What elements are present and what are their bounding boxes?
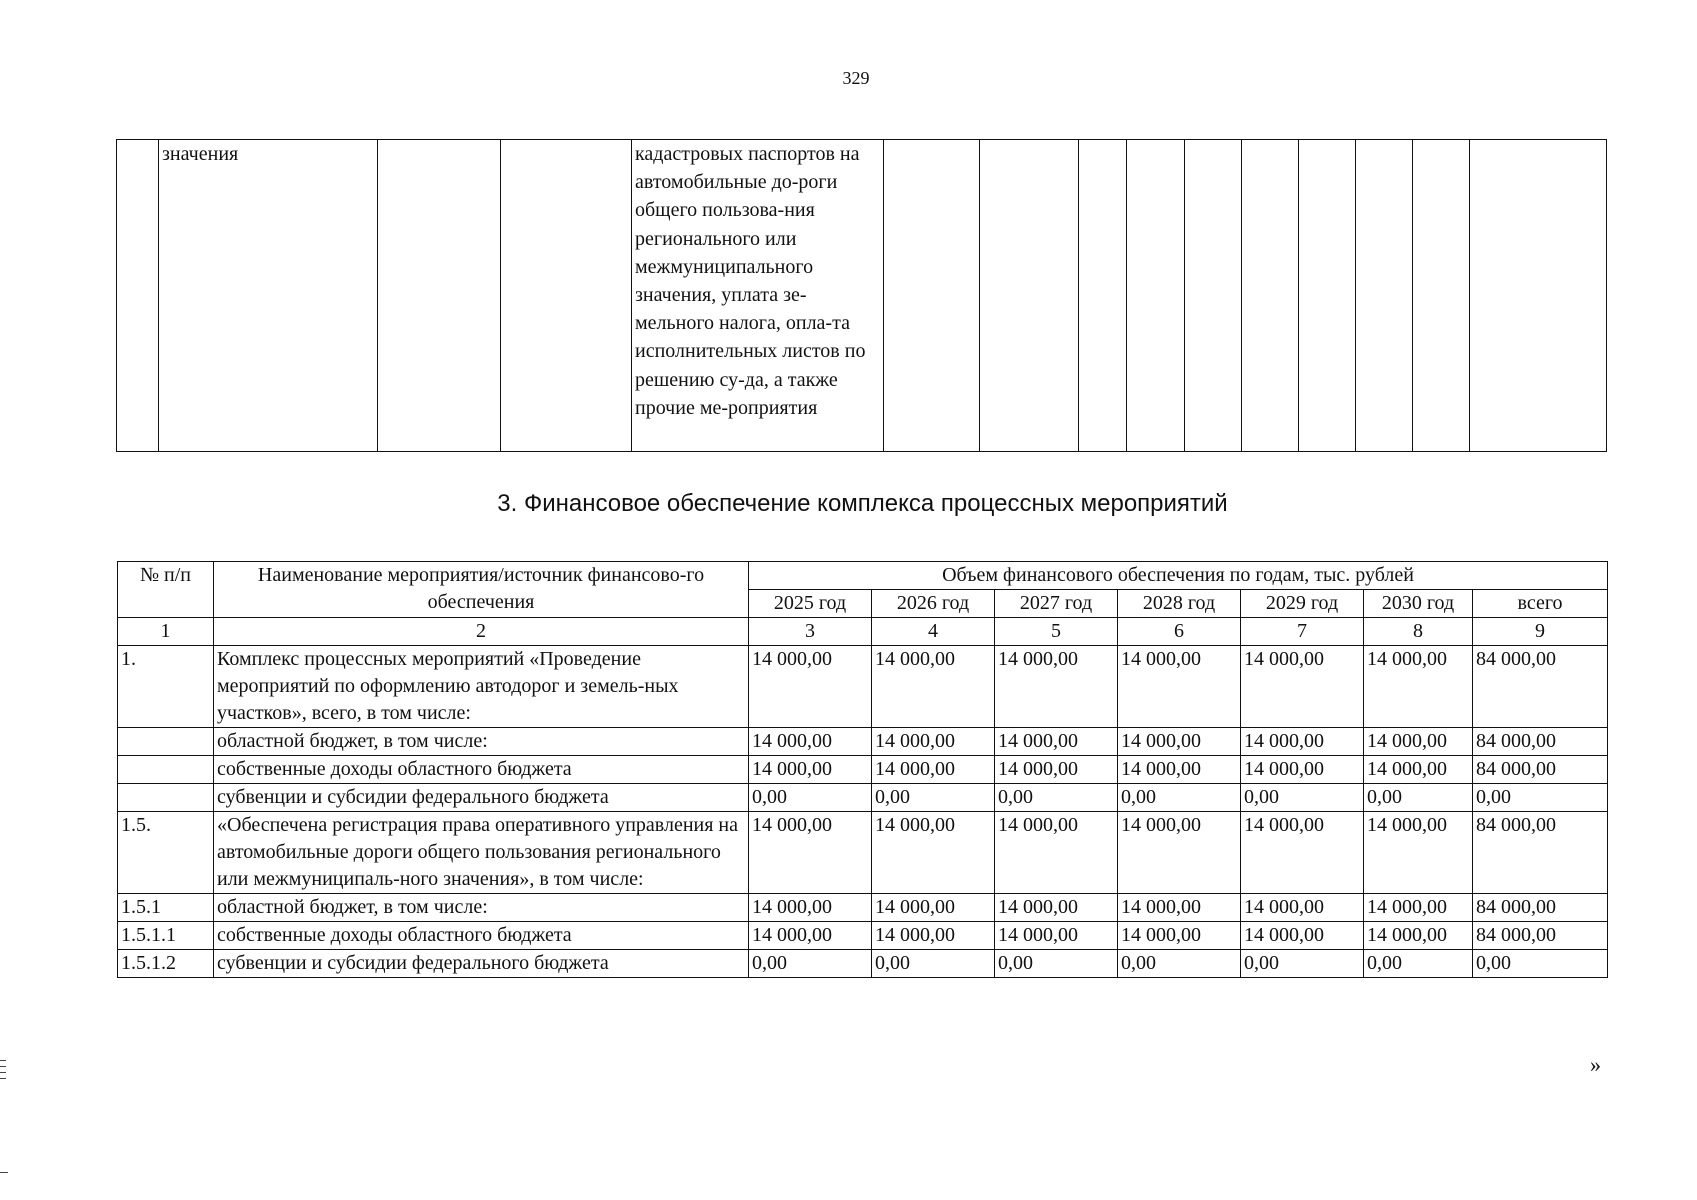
row-name: собственные доходы областного бюджета (214, 922, 749, 950)
row-year-value: 14 000,00 (995, 812, 1118, 894)
column-number: 4 (872, 618, 995, 646)
row-year-value: 14 000,00 (1118, 812, 1241, 894)
cell (884, 140, 980, 452)
row-year-value: 14 000,00 (1241, 922, 1364, 950)
row-year-value: 14 000,00 (995, 922, 1118, 950)
row-total: 0,00 (1473, 784, 1608, 812)
row-number: 1.5. (118, 812, 214, 894)
row-number: 1. (118, 646, 214, 728)
table-row (118, 784, 1608, 812)
row-year-value: 14 000,00 (995, 756, 1118, 784)
row-year-value: 14 000,00 (1241, 646, 1364, 728)
row-year-value: 14 000,00 (1241, 812, 1364, 894)
row-year-value: 14 000,00 (749, 894, 872, 922)
row-total: 84 000,00 (1473, 646, 1608, 728)
row-year-value: 14 000,00 (1364, 756, 1473, 784)
row-year-value: 14 000,00 (1364, 728, 1473, 756)
cell (117, 140, 159, 452)
margin-marks (0, 1060, 6, 1084)
column-number: 8 (1364, 618, 1473, 646)
row-year-value: 14 000,00 (995, 646, 1118, 728)
cell-value-text: значения (159, 140, 378, 452)
row-name: субвенции и субсидии федерального бюджета (214, 784, 749, 812)
table-row (118, 894, 1608, 922)
row-total: 84 000,00 (1473, 812, 1608, 894)
row-year-value: 14 000,00 (872, 646, 995, 728)
cell (1299, 140, 1356, 452)
row-year-value: 0,00 (872, 784, 995, 812)
row-year-value: 0,00 (872, 950, 995, 978)
header-name: Наименование мероприятия/источник финансово-го обеспечения (214, 562, 749, 618)
row-year-value: 14 000,00 (1364, 646, 1473, 728)
column-number: 9 (1473, 618, 1608, 646)
row-year-value: 14 000,00 (749, 756, 872, 784)
page-number: 329 (842, 68, 870, 88)
row-total: 84 000,00 (1473, 922, 1608, 950)
financing-table-body (118, 646, 1608, 978)
row-year-value: 0,00 (1364, 950, 1473, 978)
financing-table (117, 561, 1608, 978)
row-year-value: 0,00 (1364, 784, 1473, 812)
table-row (118, 756, 1608, 784)
row-year-value: 0,00 (1241, 784, 1364, 812)
cell (1185, 140, 1242, 452)
header-year: 2030 год (1364, 590, 1473, 618)
column-number: 2 (214, 618, 749, 646)
header-volume: Объем финансового обеспечения по годам, тыс. рублей (749, 562, 1608, 590)
column-number: 6 (1118, 618, 1241, 646)
row-year-value: 14 000,00 (749, 728, 872, 756)
header-year: 2025 год (749, 590, 872, 618)
cell (1470, 140, 1607, 452)
header-year: 2027 год (995, 590, 1118, 618)
row-year-value: 14 000,00 (749, 812, 872, 894)
row-year-value: 14 000,00 (1364, 922, 1473, 950)
row-total: 0,00 (1473, 950, 1608, 978)
cell (1079, 140, 1127, 452)
row-year-value: 14 000,00 (1241, 756, 1364, 784)
row-year-value: 14 000,00 (1241, 728, 1364, 756)
row-total: 84 000,00 (1473, 756, 1608, 784)
continuation-row (117, 140, 1607, 452)
closing-quote: » (1590, 1052, 1601, 1077)
column-number: 1 (118, 618, 214, 646)
cell (1127, 140, 1185, 452)
header-total: всего (1473, 590, 1608, 618)
table-row (118, 812, 1608, 894)
row-year-value: 0,00 (749, 784, 872, 812)
row-year-value: 14 000,00 (749, 646, 872, 728)
row-year-value: 14 000,00 (872, 756, 995, 784)
row-number: 1.5.1.1 (118, 922, 214, 950)
row-year-value: 0,00 (1241, 950, 1364, 978)
row-year-value: 14 000,00 (872, 812, 995, 894)
table-row (118, 950, 1608, 978)
row-number (118, 728, 214, 756)
row-name: субвенции и субсидии федерального бюджета (214, 950, 749, 978)
header-year: 2028 год (1118, 590, 1241, 618)
cell (1413, 140, 1470, 452)
row-year-value: 14 000,00 (1118, 922, 1241, 950)
row-year-value: 14 000,00 (1118, 646, 1241, 728)
header-year: 2029 год (1241, 590, 1364, 618)
row-number: 1.5.1 (118, 894, 214, 922)
cell (980, 140, 1079, 452)
row-year-value: 14 000,00 (1364, 894, 1473, 922)
row-name: областной бюджет, в том числе: (214, 728, 749, 756)
header-row (118, 562, 1608, 590)
row-name: Комплекс процессных мероприятий «Проведение мероприятий по оформлению автодорог и земель-ных участков», всего, в том числе: (214, 646, 749, 728)
row-year-value: 14 000,00 (1118, 894, 1241, 922)
column-number: 7 (1241, 618, 1364, 646)
cell (501, 140, 632, 452)
row-year-value: 14 000,00 (995, 728, 1118, 756)
row-name: собственные доходы областного бюджета (214, 756, 749, 784)
row-number (118, 756, 214, 784)
row-number: 1.5.1.2 (118, 950, 214, 978)
header-year: 2026 год (872, 590, 995, 618)
row-year-value: 0,00 (1118, 950, 1241, 978)
row-year-value: 14 000,00 (1241, 894, 1364, 922)
column-number: 5 (995, 618, 1118, 646)
row-number (118, 784, 214, 812)
row-total: 84 000,00 (1473, 894, 1608, 922)
cell (1356, 140, 1413, 452)
row-year-value: 14 000,00 (872, 728, 995, 756)
column-numbers-row (118, 618, 1608, 646)
cell (1242, 140, 1299, 452)
row-year-value: 0,00 (1118, 784, 1241, 812)
row-year-value: 14 000,00 (872, 922, 995, 950)
row-name: «Обеспечена регистрация права оперативного управления на автомобильные дороги общего пользования регионального или межмуниципаль-ного значения», в том числе: (214, 812, 749, 894)
margin-dash (0, 1172, 8, 1173)
row-year-value: 0,00 (995, 784, 1118, 812)
row-year-value: 14 000,00 (995, 894, 1118, 922)
row-year-value: 14 000,00 (1118, 728, 1241, 756)
cell-description: кадастровых паспортов на автомобильные до-роги общего пользова-ния регионального или межмуниципального значения, уплата зе-мельного налога, опла-та исполнительных листов по решению су-да, а также прочие ме-роприятия (632, 140, 884, 452)
section-title: 3. Финансовое обеспечение комплекса процессных мероприятий (497, 490, 1228, 517)
row-year-value: 14 000,00 (1364, 812, 1473, 894)
row-total: 84 000,00 (1473, 728, 1608, 756)
table-row (118, 646, 1608, 728)
column-number: 3 (749, 618, 872, 646)
table-row (118, 728, 1608, 756)
row-year-value: 0,00 (995, 950, 1118, 978)
header-num: № п/п (118, 562, 214, 618)
row-year-value: 14 000,00 (749, 922, 872, 950)
table-row (118, 922, 1608, 950)
continuation-table (116, 139, 1607, 452)
row-year-value: 14 000,00 (872, 894, 995, 922)
row-year-value: 0,00 (749, 950, 872, 978)
cell (378, 140, 501, 452)
row-name: областной бюджет, в том числе: (214, 894, 749, 922)
row-year-value: 14 000,00 (1118, 756, 1241, 784)
